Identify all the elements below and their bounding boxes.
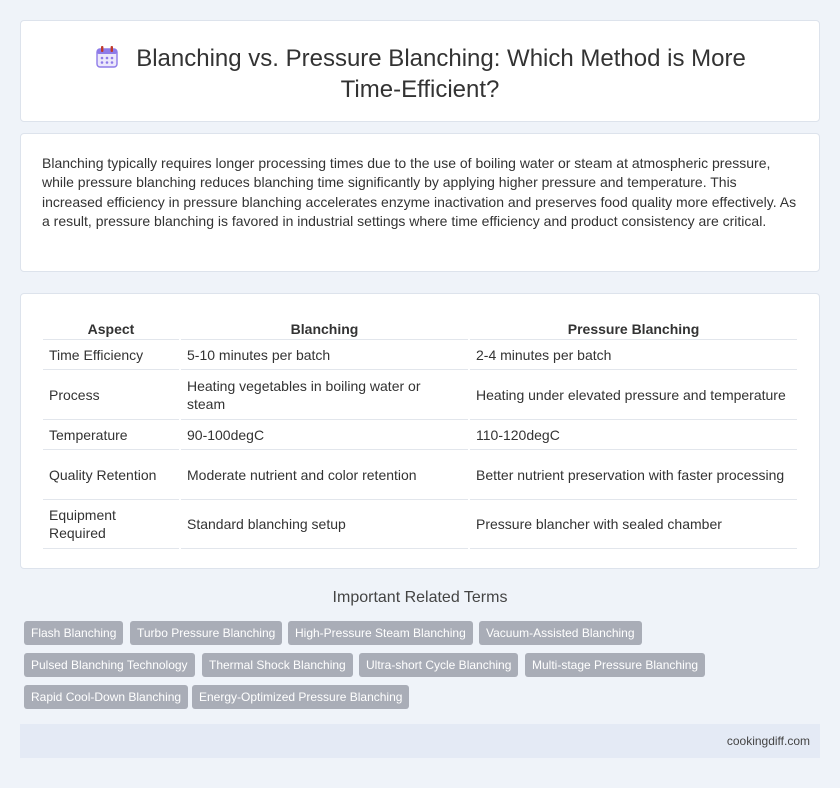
summary-card	[20, 133, 820, 272]
header-pressure-blanching: Pressure Blanching	[470, 314, 797, 340]
table-cell: Heating vegetables in boiling water or steam	[181, 370, 468, 420]
table-cell: Process	[43, 370, 179, 420]
comparison-card	[20, 293, 820, 569]
tag-rapid-cool-down-blanching[interactable]: Rapid Cool-Down Blanching	[24, 685, 188, 709]
tag-pulsed-blanching-technology[interactable]: Pulsed Blanching Technology	[24, 653, 195, 677]
table-row	[43, 500, 797, 549]
table-cell: 5-10 minutes per batch	[181, 340, 468, 370]
tag-flash-blanching[interactable]: Flash Blanching	[24, 621, 123, 645]
table-cell: Time Efficiency	[43, 340, 179, 370]
tag-thermal-shock-blanching[interactable]: Thermal Shock Blanching	[202, 653, 353, 677]
table-cell: Better nutrient preservation with faster processing	[470, 450, 797, 500]
table-row	[43, 420, 797, 450]
footer	[20, 724, 820, 758]
related-terms-title: Important Related Terms	[332, 589, 508, 606]
table-cell: Moderate nutrient and color retention	[181, 450, 468, 500]
tag-vacuum-assisted-blanching[interactable]: Vacuum-Assisted Blanching	[479, 621, 642, 645]
table-row	[43, 340, 797, 370]
comparison-table	[41, 314, 799, 549]
table-cell: Equipment Required	[43, 500, 179, 549]
footer-site-link[interactable]: cookingdiff.com	[726, 734, 810, 748]
tag-turbo-pressure-blanching[interactable]: Turbo Pressure Blanching	[130, 621, 282, 645]
header-aspect: Aspect	[43, 314, 179, 340]
table-cell: Quality Retention	[43, 450, 179, 500]
table-row	[43, 370, 797, 420]
title-wrap	[61, 43, 779, 105]
table-cell: Pressure blancher with sealed chamber	[470, 500, 797, 549]
table-cell: 110-120degC	[470, 420, 797, 450]
calendar-icon	[94, 44, 120, 70]
table-cell: 2-4 minutes per batch	[470, 340, 797, 370]
tag-high-pressure-steam-blanching[interactable]: High-Pressure Steam Blanching	[288, 621, 473, 645]
tag-ultra-short-cycle-blanching[interactable]: Ultra-short Cycle Blanching	[359, 653, 518, 677]
table-cell: 90-100degC	[181, 420, 468, 450]
page-title-text: Blanching vs. Pressure Blanching: Which Method is More Time-Efficient?	[136, 45, 746, 103]
table-header-row	[43, 314, 797, 340]
table-row	[43, 450, 797, 500]
header-blanching: Blanching	[181, 314, 468, 340]
page-title	[61, 43, 779, 105]
summary-text: Blanching typically requires longer processing times due to the use of boiling water or steam at atmospheric pressure, while pressure blanching reduces blanching time significantly by applying higher pressure and temperature. This increased efficiency in pressure blanching accelerates enzyme inactivation and preserves food quality more effectively. As a result, pressure blanching is favored in industrial settings where time efficiency and product consistency are critical.	[42, 155, 797, 230]
table-cell: Heating under elevated pressure and temperature	[470, 370, 797, 420]
table-cell: Standard blanching setup	[181, 500, 468, 549]
tag-energy-optimized-pressure-blanching[interactable]: Energy-Optimized Pressure Blanching	[192, 685, 409, 709]
header-card	[20, 20, 820, 122]
tag-multi-stage-pressure-blanching[interactable]: Multi-stage Pressure Blanching	[525, 653, 705, 677]
table-cell: Temperature	[43, 420, 179, 450]
